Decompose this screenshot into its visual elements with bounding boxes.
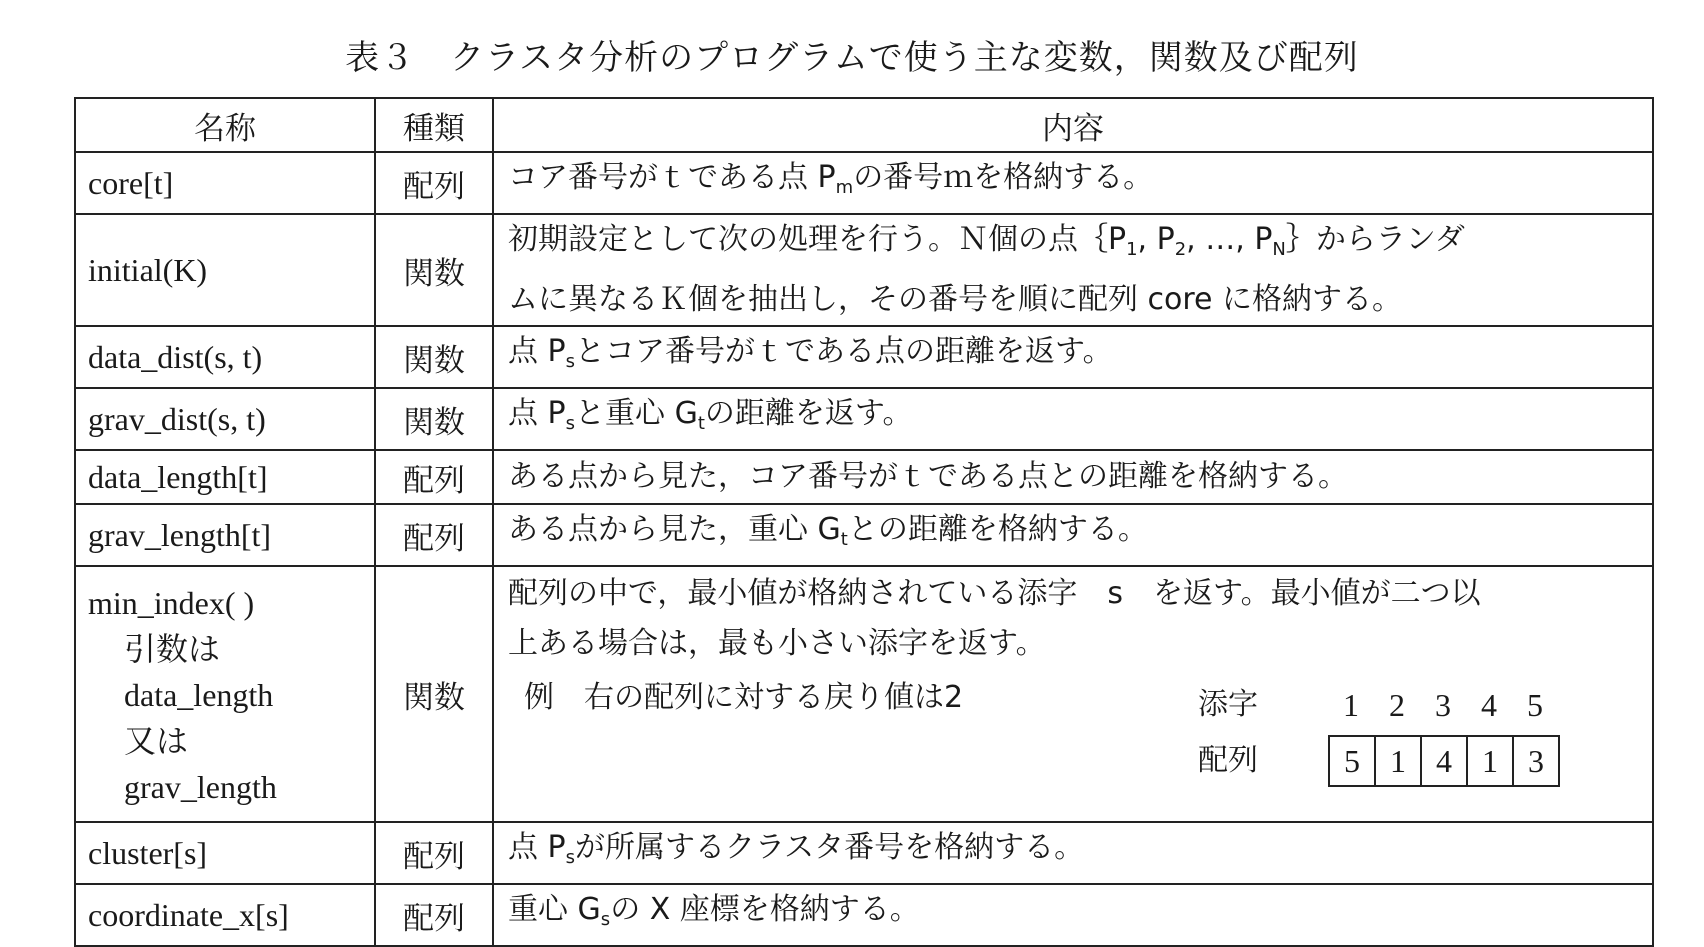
example-value-row bbox=[1198, 733, 1560, 789]
row-desc: ある点から見た，重心 $G_t$との距離を格納する。 bbox=[493, 504, 1653, 566]
example-cell: 3 bbox=[1528, 743, 1544, 779]
table-row bbox=[75, 504, 1653, 566]
row-kind: 関数 bbox=[375, 566, 493, 822]
example-index: 1 bbox=[1343, 687, 1359, 723]
table-row bbox=[75, 822, 1653, 884]
example-cell: 1 bbox=[1376, 737, 1422, 785]
table-row bbox=[75, 450, 1653, 504]
example-cell: 5 bbox=[1330, 737, 1376, 785]
header-desc: 内容 bbox=[493, 98, 1653, 152]
example-cell: 1 bbox=[1468, 737, 1514, 785]
row-name-line: data_length bbox=[124, 677, 274, 713]
row-desc: コア番号がｔである点 $P_m$の番号ｍを格納する。 bbox=[493, 152, 1653, 214]
example-array-label: 配列 bbox=[1198, 743, 1258, 778]
row-name-line: min_index( ) bbox=[88, 585, 255, 621]
row-name: data_dist(s, t) bbox=[75, 326, 375, 388]
example-index: 2 bbox=[1389, 687, 1405, 723]
table-row bbox=[75, 214, 1653, 326]
example-block bbox=[508, 669, 1642, 809]
row-kind: 配列 bbox=[375, 504, 493, 566]
example-index: 3 bbox=[1435, 687, 1451, 723]
header-name: 名称 bbox=[75, 98, 375, 152]
example-index-row bbox=[1198, 677, 1560, 733]
row-kind: 関数 bbox=[375, 326, 493, 388]
table-row bbox=[75, 566, 1653, 822]
row-desc: 点 $P_s$とコア番号がｔである点の距離を返す。 bbox=[493, 326, 1653, 388]
row-desc-line2: ムに異なるＫ個を抽出し，その番号を順に配列 core に格納する。 bbox=[508, 282, 1403, 317]
row-name: initial(K) bbox=[75, 214, 375, 326]
row-desc-line1: 初期設定として次の処理を行う。Ｎ個の点$\{P_1$, $P_2$, …, $P_N\}$からランダ bbox=[508, 222, 1465, 260]
row-kind: 配列 bbox=[375, 152, 493, 214]
row-kind: 配列 bbox=[375, 450, 493, 504]
row-kind: 配列 bbox=[375, 884, 493, 946]
table-header-row bbox=[75, 98, 1653, 152]
row-name-line: 引数は bbox=[124, 631, 221, 667]
row-desc-line1: 配列の中で，最小値が格納されている添字 s を返す。最小値が二つ以 bbox=[508, 576, 1481, 611]
row-name: grav_dist(s, t) bbox=[75, 388, 375, 450]
row-desc-line2: 上ある場合は，最も小さい添字を返す。 bbox=[508, 626, 1046, 661]
table-row bbox=[75, 152, 1653, 214]
example-index: 4 bbox=[1481, 687, 1497, 723]
table-row bbox=[75, 388, 1653, 450]
variables-table bbox=[74, 97, 1654, 947]
row-kind: 配列 bbox=[375, 822, 493, 884]
row-desc: 重心 $G_s$の X 座標を格納する。 bbox=[493, 884, 1653, 946]
table-caption: 表３ クラスタ分析のプログラムで使う主な変数，関数及び配列 bbox=[345, 38, 1359, 78]
row-name: coordinate_x[s] bbox=[75, 884, 375, 946]
row-desc: 点 $P_s$が所属するクラスタ番号を格納する。 bbox=[493, 822, 1653, 884]
row-desc bbox=[493, 566, 1653, 822]
example-index: 5 bbox=[1527, 687, 1543, 723]
row-kind: 関数 bbox=[375, 214, 493, 326]
table-row bbox=[75, 326, 1653, 388]
row-kind: 関数 bbox=[375, 388, 493, 450]
row-name-line: 又は bbox=[124, 723, 189, 759]
row-desc: 点 $P_s$と重心 $G_t$の距離を返す。 bbox=[493, 388, 1653, 450]
row-name: core[t] bbox=[75, 152, 375, 214]
row-name: data_length[t] bbox=[75, 450, 375, 504]
example-cell: 4 bbox=[1422, 737, 1468, 785]
row-name: cluster[s] bbox=[75, 822, 375, 884]
example-array bbox=[1198, 677, 1560, 789]
example-label: 例 右の配列に対する戻り値は2 bbox=[524, 680, 964, 715]
row-name-line: grav_length bbox=[124, 769, 277, 805]
example-index-label: 添字 bbox=[1198, 687, 1258, 722]
row-desc: ある点から見た，コア番号がｔである点との距離を格納する。 bbox=[493, 450, 1653, 504]
table-row bbox=[75, 884, 1653, 946]
example-cells bbox=[1328, 735, 1560, 787]
row-name: grav_length[t] bbox=[75, 504, 375, 566]
row-name bbox=[75, 566, 375, 822]
row-desc bbox=[493, 214, 1653, 326]
header-kind: 種類 bbox=[375, 98, 493, 152]
